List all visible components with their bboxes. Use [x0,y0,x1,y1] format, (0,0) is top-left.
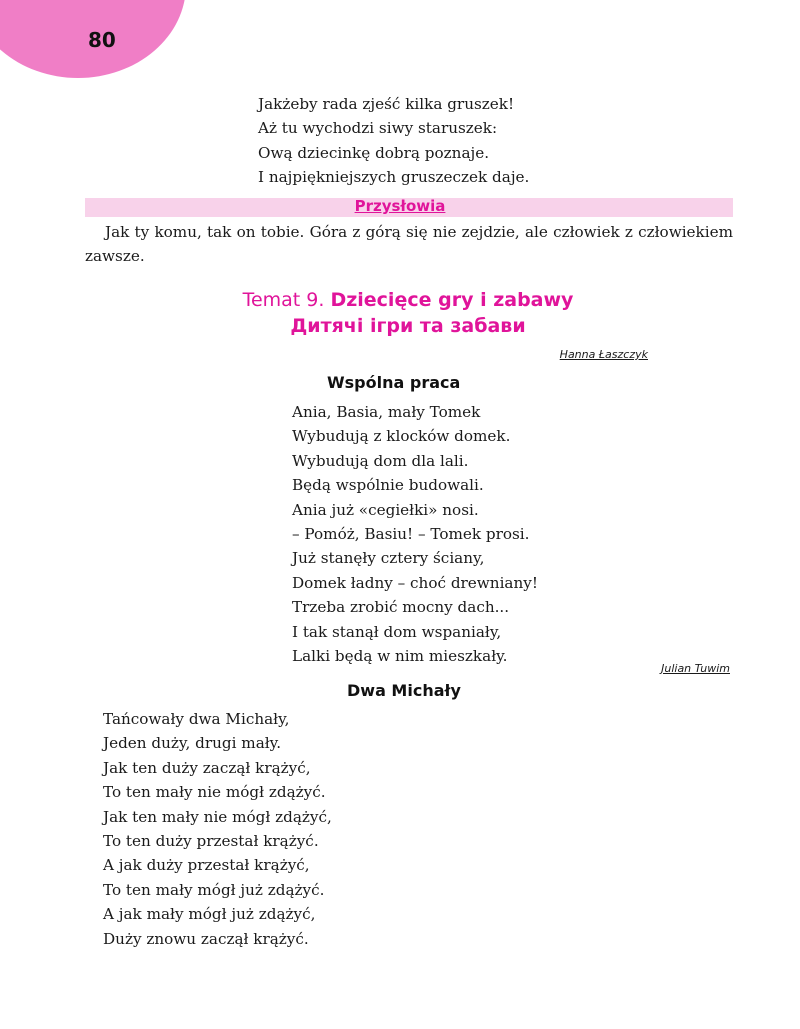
poem-line: I najpiękniejszych gruszeczek daje. [258,168,530,187]
poem-1-body [292,400,538,668]
poem-line: – Pomóż, Basiu! – Tomek prosi. [292,525,530,544]
poem-line: Domek ładny – choć drewniany! [292,573,538,592]
poem-line: Jak ten mały nie mógł zdążyć, [103,807,332,826]
poem-line: I tak stanął dom wspaniały, [292,622,502,641]
page-number: 80 [88,28,116,52]
theme-heading [0,287,800,339]
poem-line: Będą wspólnie budowali. [292,476,484,495]
theme-prefix: Temat 9. [242,289,331,311]
poem-line: To ten mały mógł już zdążyć. [103,880,325,899]
poem-line: To ten duży przestał krążyć. [103,832,319,851]
poem-2-title: Dwa Michały [347,681,461,700]
poem-line: Tańcowały dwa Michały, [103,710,290,728]
poem-top [258,92,529,190]
poem-line: Aż tu wychodzi siwy staruszek: [258,119,498,138]
proverbs-title: Przysłowia [354,197,446,215]
proverbs-text: Jak ty komu, tak on tobie. Góra z górą się nie zejdzie, ale człowiek z człowiekiem zawsze. [85,223,733,266]
poem-line: To ten mały nie mógł zdążyć. [103,783,326,802]
theme-title-pl: Dziecięce gry i zabawy [330,289,574,311]
poem-line: A jak mały mógł już zdążyć, [103,905,316,924]
poem-1-title: Wspólna praca [327,373,461,392]
poem-line: A jak duży przestał krążyć, [103,856,310,875]
poem-line: Już stanęły cztery ściany, [292,549,485,568]
poem-line: Wybudują z klocków domek. [292,427,511,446]
poem-line: Ania już «cegiełki» nosi. [292,500,479,519]
theme-title-ua: Дитячі ігри та забави [290,315,526,337]
poem-line: Trzeba zrobić mocny dach... [292,598,510,617]
poem-line: Lalki będą w nim mieszkały. [292,647,508,666]
poem-line: Ową dziecinkę dobrą poznaje. [258,143,490,162]
poem-2-author: Julian Tuwim [661,662,730,675]
poem-2-body [103,707,332,951]
poem-1-author: Hanna Łaszczyk [559,348,648,361]
poem-line: Jeden duży, drugi mały. [103,734,282,753]
poem-line: Jakżeby rada zjeść kilka gruszek! [258,95,515,113]
poem-line: Jak ten duży zaczął krążyć, [103,758,311,777]
poem-line: Ania, Basia, mały Tomek [292,403,481,421]
poem-line: Duży znowu zaczął krążyć. [103,929,309,948]
poem-line: Wybudują dom dla lali. [292,451,469,470]
